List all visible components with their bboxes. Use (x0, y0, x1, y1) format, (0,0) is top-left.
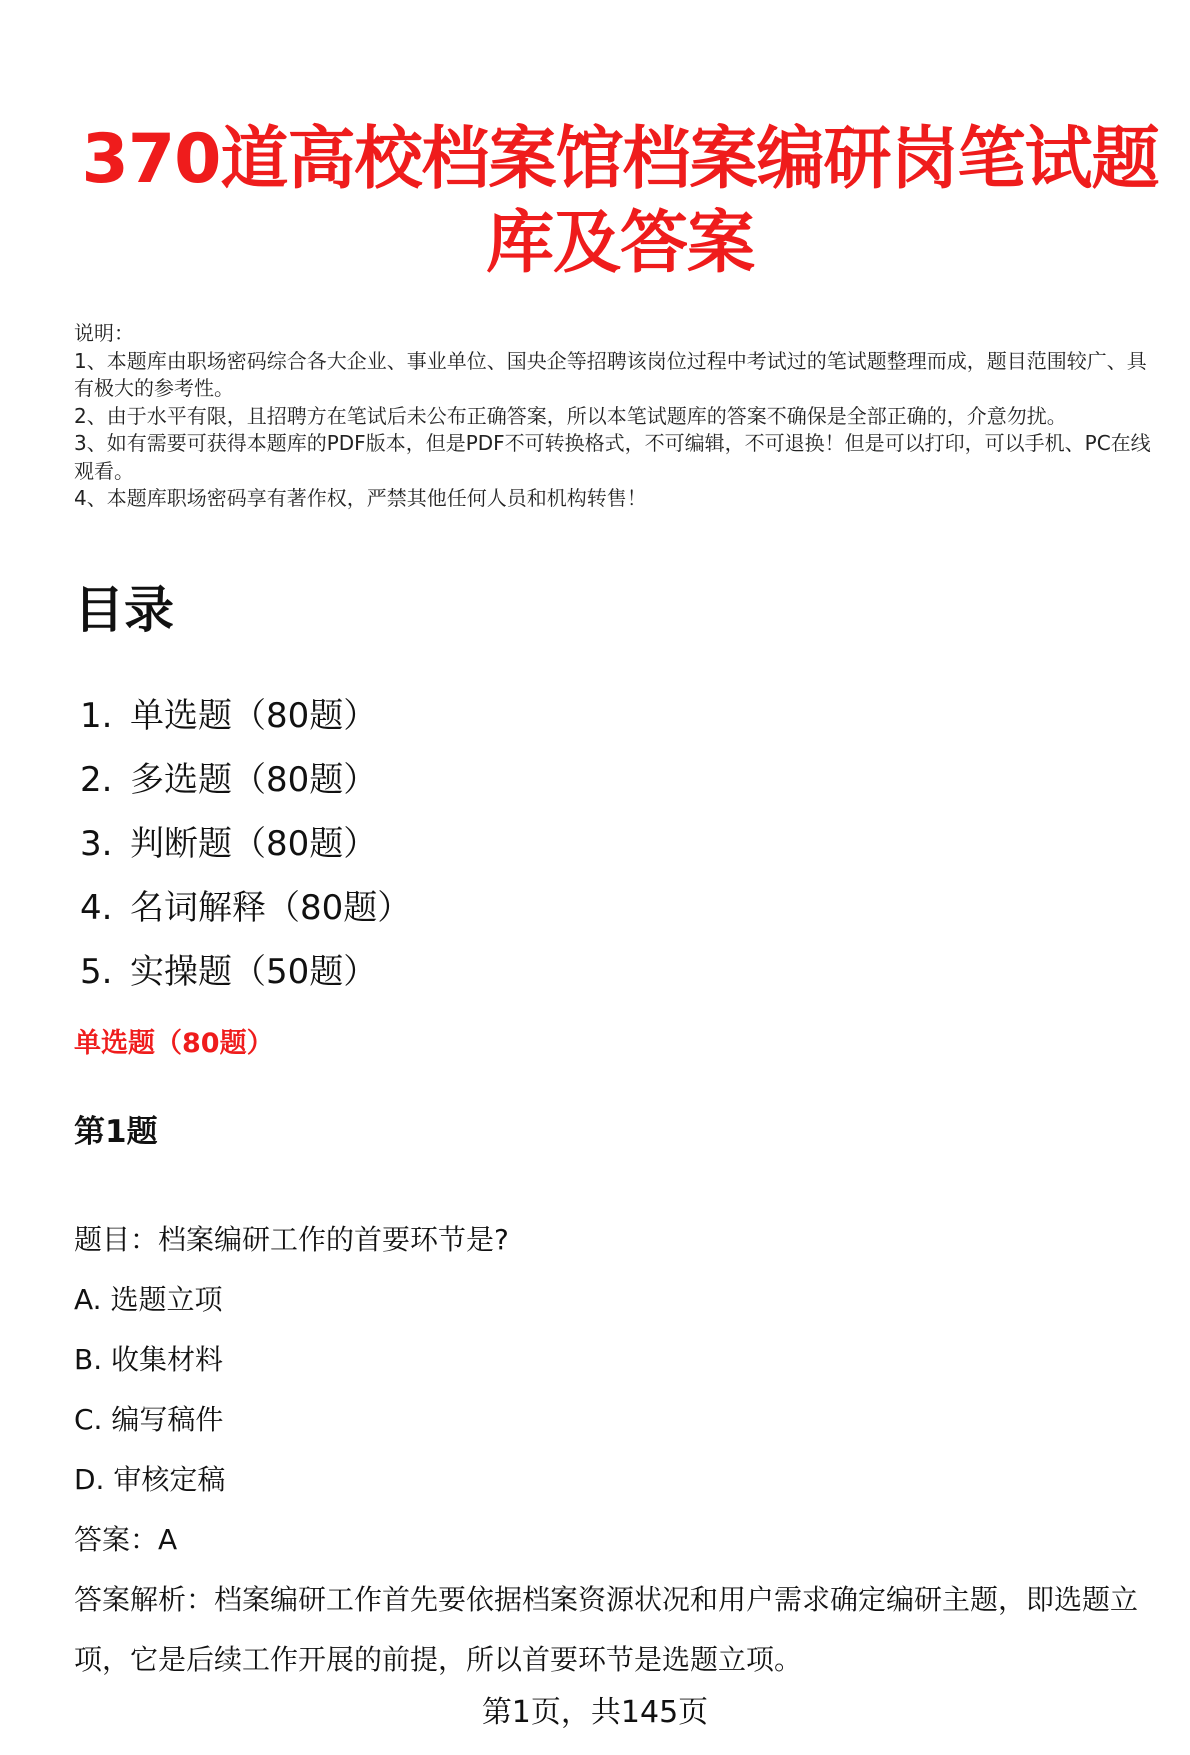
note-item: 2、由于水平有限，且招聘方在笔试后未公布正确答案，所以本笔试题库的答案不确保是全部正确的，介意勿扰。 (74, 403, 1067, 428)
notes-block (74, 320, 1154, 513)
question-stem: 题目：档案编研工作的首要环节是? (74, 1223, 509, 1256)
toc-heading: 目录 (74, 581, 174, 639)
answer-analysis: 答案解析：档案编研工作首先要依据档案资源状况和用户需求确定编研主题，即选题立项，它是后续工作开展的前提，所以首要环节是选题立项。 (74, 1583, 1139, 1676)
toc-item-single-choice[interactable] (80, 684, 411, 748)
toc-item-label: 实操题（50题） (130, 952, 378, 992)
option-d: D. 审核定稿 (74, 1463, 226, 1496)
note-item: 3、如有需要可获得本题库的PDF版本，但是PDF不可转换格式，不可编辑，不可退换！但是可以打印，可以手机、PC在线观看。 (74, 431, 1151, 483)
toc-item-label: 多选题（80题） (130, 760, 378, 800)
document-title (60, 118, 1180, 286)
toc-item-label: 单选题（80题） (130, 696, 378, 736)
toc-item-number: 1. (80, 696, 113, 736)
note-item: 4、本题库职场密码享有著作权，严禁其他任何人员和机构转售！ (74, 486, 647, 510)
table-of-contents (80, 684, 411, 1004)
answer: 答案：A (74, 1523, 178, 1556)
note-item: 1、本题库由职场密码综合各大企业、事业单位、国央企等招聘该岗位过程中考试过的笔试题整理而成，题目范围较广、具有极大的参考性。 (74, 348, 1147, 400)
toc-item-multiple-choice[interactable] (80, 748, 411, 812)
question-body (74, 1210, 1164, 1690)
toc-item-number: 2. (80, 760, 113, 800)
page-footer: 第1页，共145页 (481, 1695, 709, 1730)
notes-heading: 说明： (74, 321, 134, 345)
option-b: B. 收集材料 (74, 1343, 224, 1376)
toc-item-label: 名词解释（80题） (130, 888, 412, 928)
toc-item-number: 4. (80, 888, 113, 928)
toc-item-practical[interactable] (80, 940, 411, 1004)
question-heading: 第1题 (74, 1114, 158, 1150)
toc-item-term-definition[interactable] (80, 876, 411, 940)
title-line-1: 370道高校档案馆档案编研岗笔试题 (81, 120, 1159, 199)
toc-item-true-false[interactable] (80, 812, 411, 876)
section-heading: 单选题（80题） (74, 1028, 274, 1059)
toc-item-label: 判断题（80题） (130, 824, 378, 864)
toc-item-number: 3. (80, 824, 113, 864)
option-c: C. 编写稿件 (74, 1403, 224, 1436)
option-a: A. 选题立项 (74, 1283, 223, 1316)
title-line-2: 库及答案 (485, 204, 754, 283)
toc-item-number: 5. (80, 952, 113, 992)
